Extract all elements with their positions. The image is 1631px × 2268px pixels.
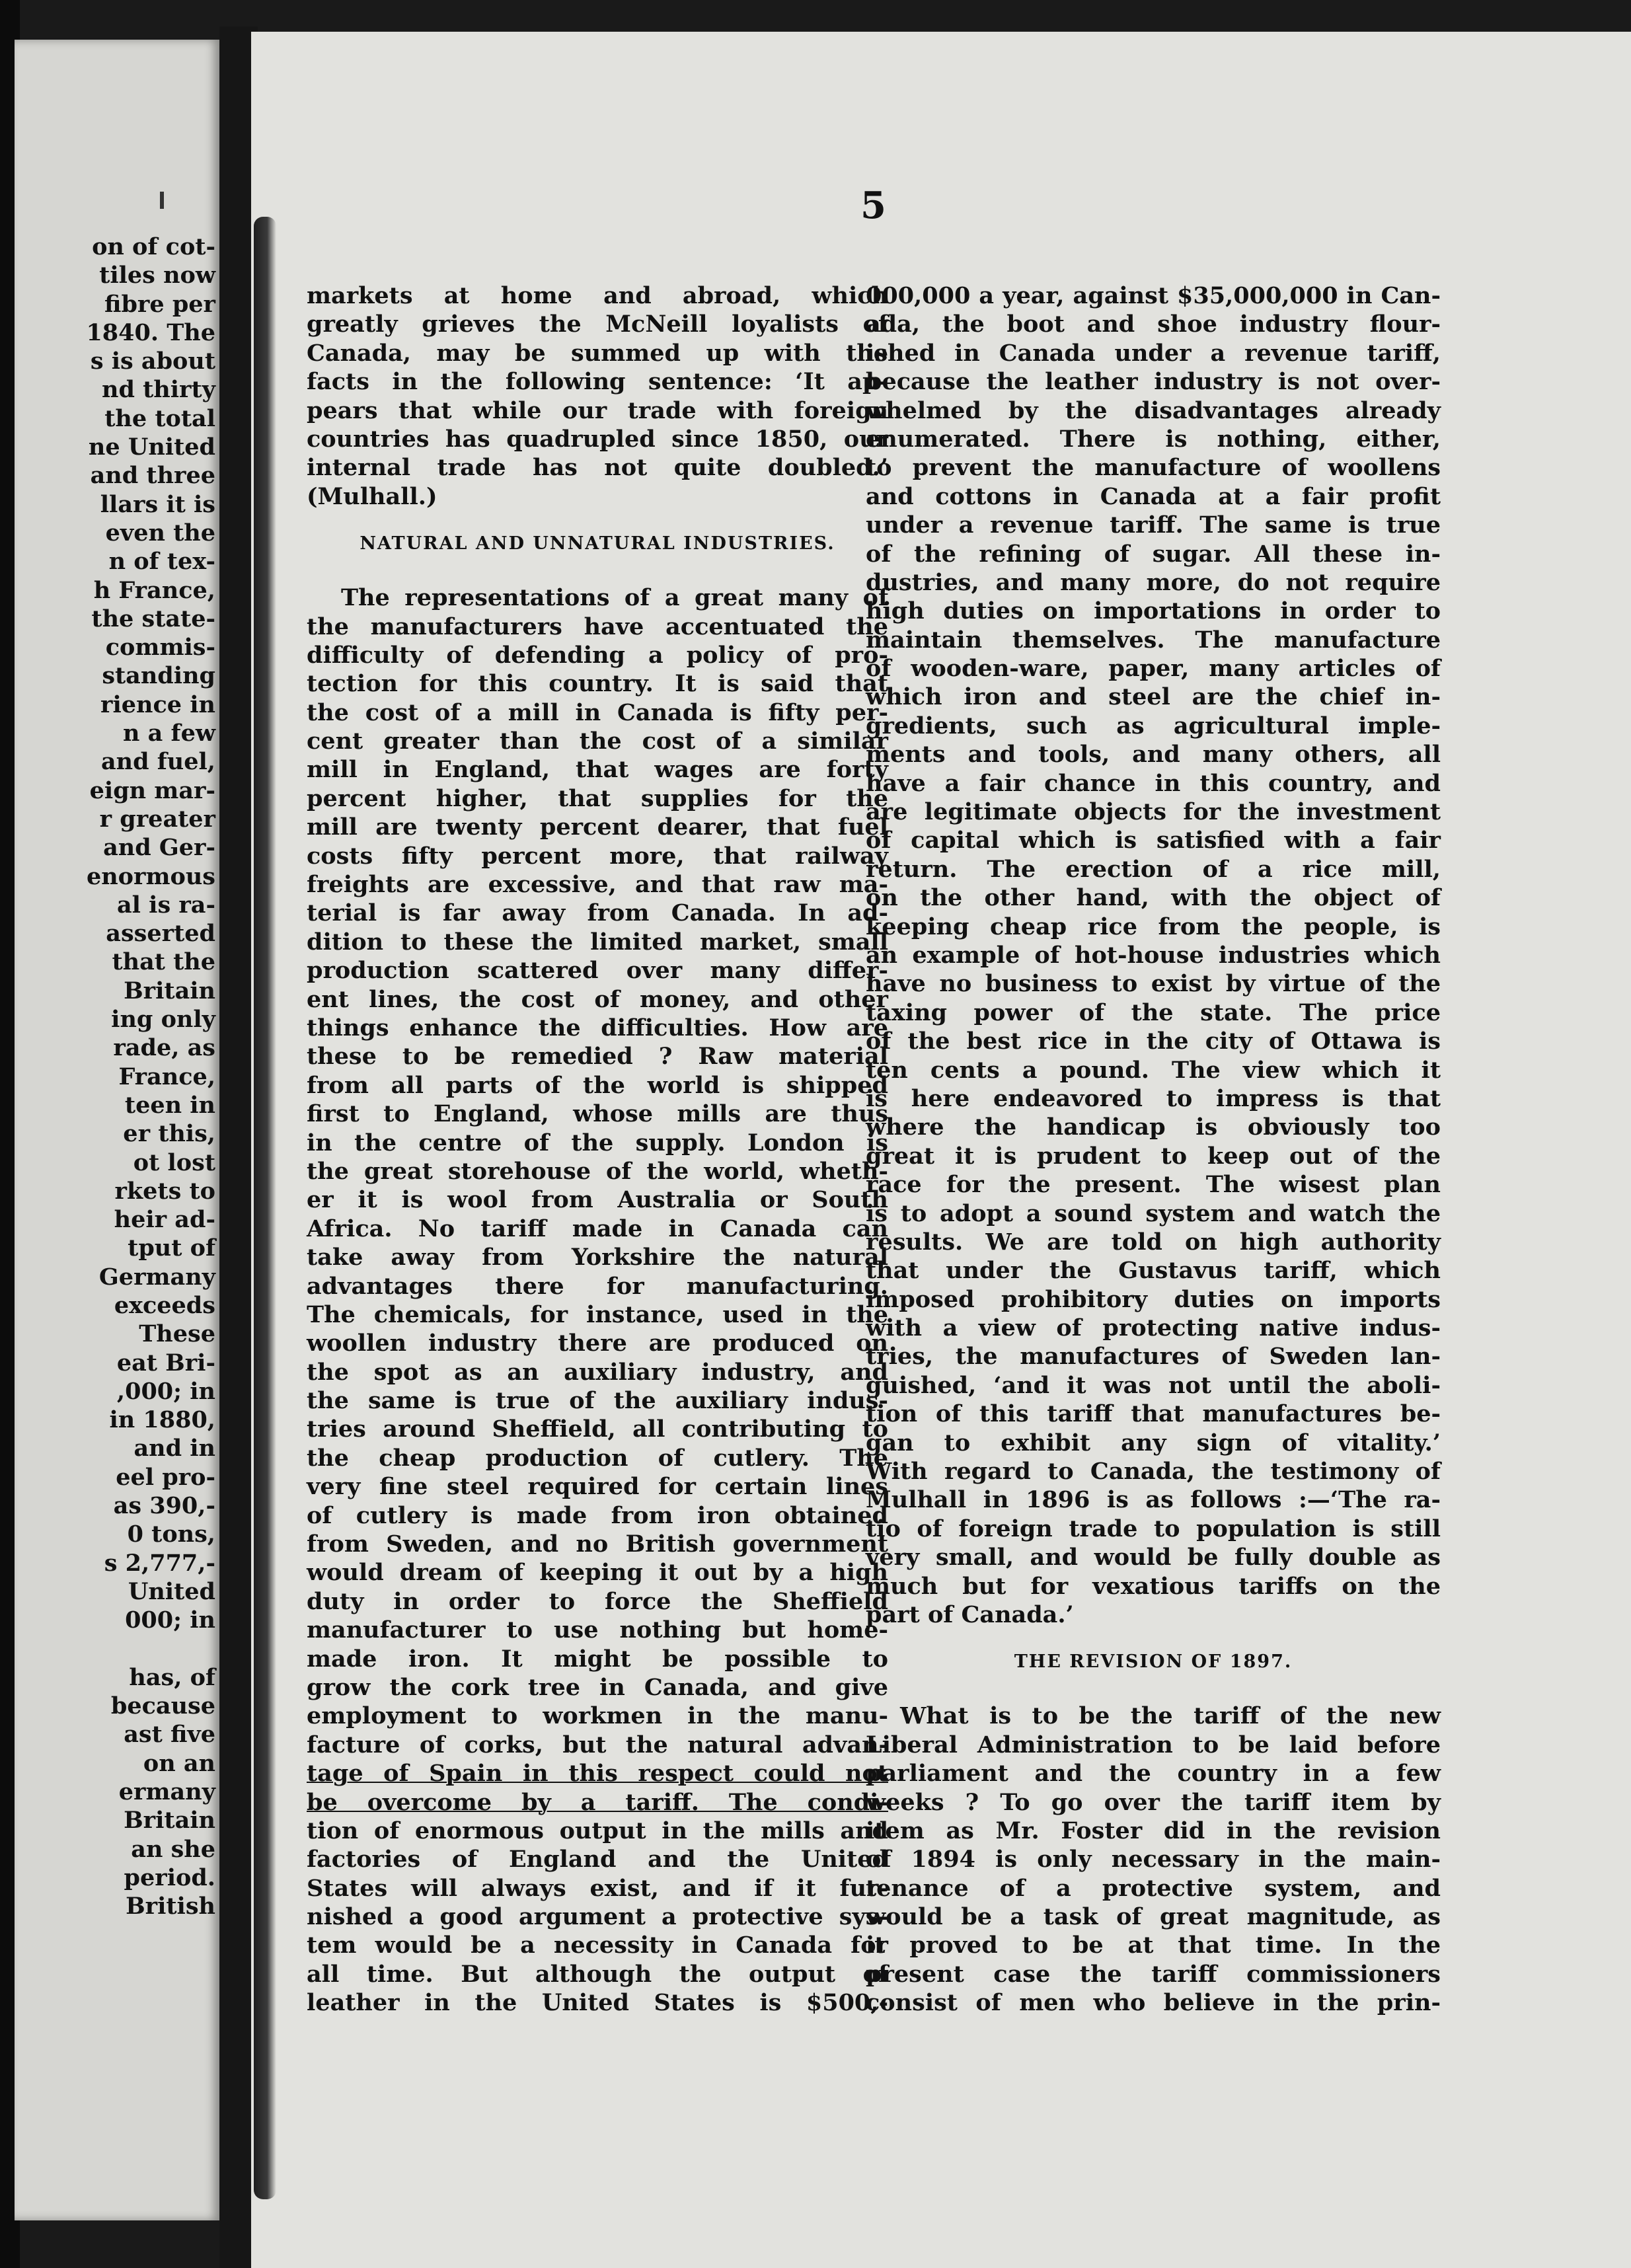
left-page-text-fragments (15, 233, 219, 1921)
text-line: very small, and would be fully double as (866, 1544, 1441, 1571)
text-line: parliament and the country in a few (866, 1760, 1441, 1788)
facing-page-left (15, 40, 219, 2220)
text-line: take away from Yorkshire the natural (307, 1244, 888, 1271)
left-fragment-line: that the (112, 948, 215, 976)
text-line: have a fair chance in this country, and (866, 769, 1441, 797)
text-line: dition to these the limited market, small (307, 928, 888, 956)
text-line: part of Canada.’ (866, 1601, 1074, 1628)
text-line: tries, the manufactures of Sweden lan- (866, 1343, 1441, 1371)
left-fragment-line: Britain (124, 1807, 215, 1834)
text-line: be overcome by a tariff. The condi- (307, 1788, 888, 1816)
text-line: tion of this tariff that manufactures be- (866, 1400, 1441, 1428)
left-fragment-line: 0 tons, (127, 1521, 215, 1548)
left-fragment-line: and Ger- (103, 834, 215, 862)
left-fragment-line: n of tex- (108, 548, 215, 576)
text-line: it proved to be at that time. In the (866, 1932, 1441, 1959)
text-line: tio of foreign trade to population is still (866, 1515, 1441, 1542)
text-line: costs fifty percent more, that railway (307, 842, 888, 870)
left-fragment-line: on of cot- (92, 233, 215, 260)
left-fragment-line: an she (131, 1835, 215, 1863)
text-line: the great storehouse of the world, wheth- (307, 1157, 888, 1185)
left-fragment-line: Britain (124, 977, 215, 1004)
text-line: from Sweden, and no British government (307, 1531, 888, 1558)
text-line: ada, the boot and shoe industry flour- (866, 311, 1441, 338)
text-line: mill in England, that wages are forty (307, 756, 888, 784)
text-line: gan to exhibit any sign of vitality.’ (866, 1429, 1441, 1456)
text-line: States will always exist, and if it fur- (307, 1874, 888, 1902)
left-fragment-line: nd thirty (102, 376, 215, 404)
left-fragment-line: Germany (98, 1263, 215, 1291)
text-line: facture of corks, but the natural advan- (307, 1731, 888, 1758)
text-line: dustries, and many more, do not require (866, 568, 1441, 596)
text-line: woollen industry there are produced on (307, 1330, 888, 1357)
text-line: production scattered over many differ- (307, 957, 888, 985)
left-fragment-line: heir ad- (114, 1206, 215, 1234)
text-line: ent lines, the cost of money, and other (307, 985, 888, 1013)
text-line: pears that while our trade with foreign (307, 397, 888, 424)
text-line: ments and tools, and many others, all (866, 741, 1441, 769)
left-fragment-line: ne United (88, 434, 215, 461)
text-line: results. We are told on high authority (866, 1228, 1441, 1256)
text-line: high duties on importations in order to (866, 597, 1441, 625)
left-fragment-line: er this, (123, 1120, 215, 1148)
left-fragment-line: period. (124, 1864, 215, 1891)
text-line: duty in order to force the Sheffield (307, 1587, 888, 1615)
text-line: tage of Spain in this respect could not (307, 1760, 888, 1788)
text-line: all time. But although the output of (307, 1960, 888, 1988)
left-fragment-line: s 2,777,- (104, 1549, 215, 1577)
left-fragment-line: as 390,- (113, 1492, 215, 1520)
text-line: facts in the following sentence: ‘It ap- (307, 368, 888, 396)
text-line: great it is prudent to keep out of the (866, 1142, 1441, 1170)
text-line: grow the cork tree in Canada, and give (307, 1673, 888, 1701)
text-line: markets at home and abroad, which (307, 282, 888, 309)
left-fragment-line: exceeds (114, 1291, 215, 1319)
text-line: in the centre of the supply. London is (307, 1129, 888, 1156)
left-fragment-line: rience in (100, 691, 215, 718)
text-line: made iron. It might be possible to (307, 1645, 888, 1673)
left-fragment-line: the state- (91, 605, 215, 632)
left-fragment-line: tiles now (99, 262, 215, 289)
column-2-paragraph-1 (866, 282, 1441, 1629)
left-fragment-line: r greater (99, 805, 215, 833)
text-line: countries has quadrupled since 1850, our (307, 425, 888, 453)
text-line: and cottons in Canada at a fair profit (866, 482, 1441, 510)
text-line: of the best rice in the city of Ottawa is (866, 1028, 1441, 1055)
left-fragment-line: eign mar- (89, 776, 215, 804)
text-line: because the leather industry is not over- (866, 368, 1441, 396)
left-fragment-line: ot lost (133, 1149, 215, 1176)
text-line: under a revenue tariff. The same is true (866, 511, 1441, 539)
text-line: guished, ‘and it was not until the aboli- (866, 1371, 1441, 1399)
left-fragment-line: has, of (129, 1663, 215, 1691)
text-line: the cheap production of cutlery. The (307, 1444, 888, 1472)
text-line: advantages there for manufacturing. (307, 1272, 888, 1300)
text-line: of 1894 is only necessary in the main- (866, 1846, 1441, 1873)
text-line: whelmed by the disadvantages already (866, 397, 1441, 424)
text-line: leather in the United States is $500,- (307, 1989, 888, 2017)
text-line: with a view of protecting native indus- (866, 1314, 1441, 1342)
left-fragment-line: the total (104, 404, 215, 432)
text-line: from all parts of the world is shipped (307, 1071, 888, 1099)
text-line: to prevent the manufacture of woollens (866, 454, 1441, 482)
text-line: things enhance the difficulties. How are (307, 1014, 888, 1041)
left-fragment-line: and in (133, 1435, 215, 1462)
left-fragment-line: s is about (90, 348, 215, 375)
text-line: (Mulhall.) (307, 482, 437, 510)
text-line: of wooden-ware, paper, many articles of (866, 655, 1441, 683)
text-line: nished a good argument a protective sys- (307, 1903, 888, 1931)
text-column-2 (866, 282, 1441, 2018)
left-fragment-line: 1840. The (86, 319, 215, 346)
text-line: where the handicap is obviously too (866, 1114, 1441, 1141)
text-line: The representations of a great many of (341, 584, 888, 612)
page-number: 5 (860, 184, 886, 227)
text-line: employment to workmen in the manu- (307, 1702, 888, 1730)
text-line: race for the present. The wisest plan (866, 1171, 1441, 1199)
left-fragment-line: France, (118, 1063, 215, 1090)
left-fragment-line: ,000; in (116, 1377, 215, 1405)
left-fragment-line: even the (105, 519, 215, 547)
text-line: return. The erection of a rice mill, (866, 855, 1441, 883)
text-line: first to England, whose mills are thus (307, 1100, 888, 1128)
text-line: an example of hot-house industries which (866, 941, 1441, 969)
text-line: would be a task of great magnitude, as (866, 1903, 1441, 1931)
left-fragment-line: rkets to (114, 1177, 215, 1205)
left-fragment-line: ast five (124, 1721, 215, 1749)
text-line: that under the Gustavus tariff, which (866, 1257, 1441, 1285)
text-line: the manufacturers have accentuated the (307, 613, 888, 640)
text-line: enumerated. There is nothing, either, (866, 425, 1441, 453)
text-line: the cost of a mill in Canada is fifty per- (307, 699, 888, 726)
left-fragment-line: fibre per (104, 290, 215, 318)
binding-shadow (254, 217, 276, 2199)
text-line: is here endeavored to impress is that (866, 1084, 1441, 1112)
left-fragment-line: commis- (105, 634, 215, 662)
text-line: gredients, such as agricultural imple- (866, 712, 1441, 739)
left-fragment-line: and fuel, (100, 748, 215, 776)
left-fragment-line: on an (143, 1749, 215, 1777)
text-line: internal trade has not quite doubled.’ (307, 454, 888, 482)
left-fragment-line: in 1880, (109, 1406, 215, 1434)
text-line: What is to be the tariff of the new (900, 1702, 1441, 1730)
text-line: percent higher, that supplies for the (307, 784, 888, 812)
text-line: Liberal Administration to be laid before (866, 1731, 1441, 1758)
left-fragment-line: and three (90, 462, 215, 490)
text-line: taxing power of the state. The price (866, 999, 1441, 1026)
text-line: mill are twenty percent dearer, that fuel (307, 813, 888, 841)
left-fragment-line: tput of (128, 1234, 215, 1262)
text-line: Mulhall in 1896 is as follows :—‘The ra- (866, 1486, 1441, 1514)
text-line: The chemicals, for instance, used in the (307, 1301, 888, 1328)
section-heading-revision-1897: THE REVISION OF 1897. (1014, 1651, 1293, 1673)
text-line: of the refining of sugar. All these in- (866, 540, 1441, 568)
text-line: consist of men who believe in the prin- (866, 1989, 1441, 2017)
left-fragment-line (15, 1635, 219, 1663)
text-line: weeks ? To go over the tariff item by (866, 1788, 1441, 1816)
text-line: er it is wool from Australia or South (307, 1186, 888, 1214)
page-5 (251, 32, 1631, 2268)
text-line: terial is far away from Canada. In ad- (307, 899, 888, 927)
text-line: of capital which is satisfied with a fair (866, 827, 1441, 854)
left-fragment-line: ing only (111, 1006, 215, 1034)
left-fragment-line: llars it is (100, 490, 215, 518)
text-line: Africa. No tariff made in Canada can (307, 1215, 888, 1242)
text-line: cent greater than the cost of a similar (307, 728, 888, 755)
text-line: With regard to Canada, the testimony of (866, 1458, 1441, 1486)
text-line: factories of England and the United (307, 1846, 888, 1873)
text-line: imposed prohibitory duties on imports (866, 1285, 1441, 1313)
left-fragment-line: eat Bri- (116, 1349, 215, 1377)
text-line: these to be remedied ? Raw material (307, 1043, 888, 1071)
left-fragment-line: n a few (123, 720, 215, 747)
text-line: the spot as an auxiliary industry, and (307, 1358, 888, 1386)
left-fragment-line: rade, as (113, 1034, 215, 1062)
text-line: would dream of keeping it out by a high (307, 1559, 888, 1587)
text-line: present case the tariff commissioners (866, 1960, 1441, 1988)
column-1-paragraph-1 (307, 282, 888, 511)
left-fragment-line: These (139, 1320, 215, 1348)
text-line: much but for vexatious tariffs on the (866, 1572, 1441, 1600)
text-line: are legitimate objects for the investment (866, 798, 1441, 826)
text-line: is to adopt a sound system and watch the (866, 1199, 1441, 1227)
text-line: manufacturer to use nothing but home- (307, 1616, 888, 1644)
text-column-1 (307, 282, 888, 2018)
text-line: greatly grieves the McNeill loyalists of (307, 311, 888, 338)
text-line: maintain themselves. The manufacture (866, 626, 1441, 654)
left-fragment-line: teen in (124, 1091, 215, 1119)
left-fragment-line: al is ra- (117, 891, 215, 919)
section-heading-natural-industries: NATURAL AND UNNATURAL INDUSTRIES. (360, 533, 835, 554)
text-line: ished in Canada under a revenue tariff, (866, 339, 1441, 367)
left-fragment-line: United (128, 1577, 215, 1605)
left-fragment-line: eel pro- (116, 1463, 215, 1491)
text-line: item as Mr. Foster did in the revision (866, 1817, 1441, 1844)
text-line: have no business to exist by virtue of the (866, 970, 1441, 998)
scan-mark (160, 192, 164, 209)
left-fragment-line: asserted (106, 920, 215, 948)
text-line: of cutlery is made from iron obtained (307, 1501, 888, 1529)
text-line: tection for this country. It is said that (307, 670, 888, 698)
left-fragment-line: 000; in (125, 1606, 215, 1634)
text-line: tion of enormous output in the mills and (307, 1817, 888, 1844)
text-line: Canada, may be summed up with the (307, 339, 888, 367)
left-fragment-line: enormous (86, 862, 215, 890)
text-line: which iron and steel are the chief in- (866, 683, 1441, 711)
text-line: difficulty of defending a policy of pro- (307, 641, 888, 669)
text-line: very fine steel required for certain lines (307, 1473, 888, 1501)
left-fragment-line: because (110, 1692, 215, 1720)
text-line: keeping cheap rice from the people, is (866, 913, 1441, 940)
text-line: the same is true of the auxiliary indus- (307, 1387, 888, 1415)
column-2-paragraph-2 (866, 1702, 1441, 2017)
text-line: freights are excessive, and that raw ma- (307, 871, 888, 899)
text-line: tem would be a necessity in Canada for (307, 1932, 888, 1959)
left-fragment-line: ermany (118, 1778, 215, 1806)
left-fragment-line: British (126, 1893, 215, 1920)
column-1-paragraph-2 (307, 584, 888, 2018)
text-line: 000,000 a year, against $35,000,000 in Can- (866, 282, 1441, 309)
left-fragment-line: standing (102, 662, 215, 690)
text-line: tries around Sheffield, all contributing to (307, 1416, 888, 1443)
left-fragment-line: h France, (93, 576, 215, 604)
text-line: tenance of a protective system, and (866, 1874, 1441, 1902)
text-line: ten cents a pound. The view which it (866, 1056, 1441, 1084)
text-line: on the other hand, with the object of (866, 884, 1441, 912)
